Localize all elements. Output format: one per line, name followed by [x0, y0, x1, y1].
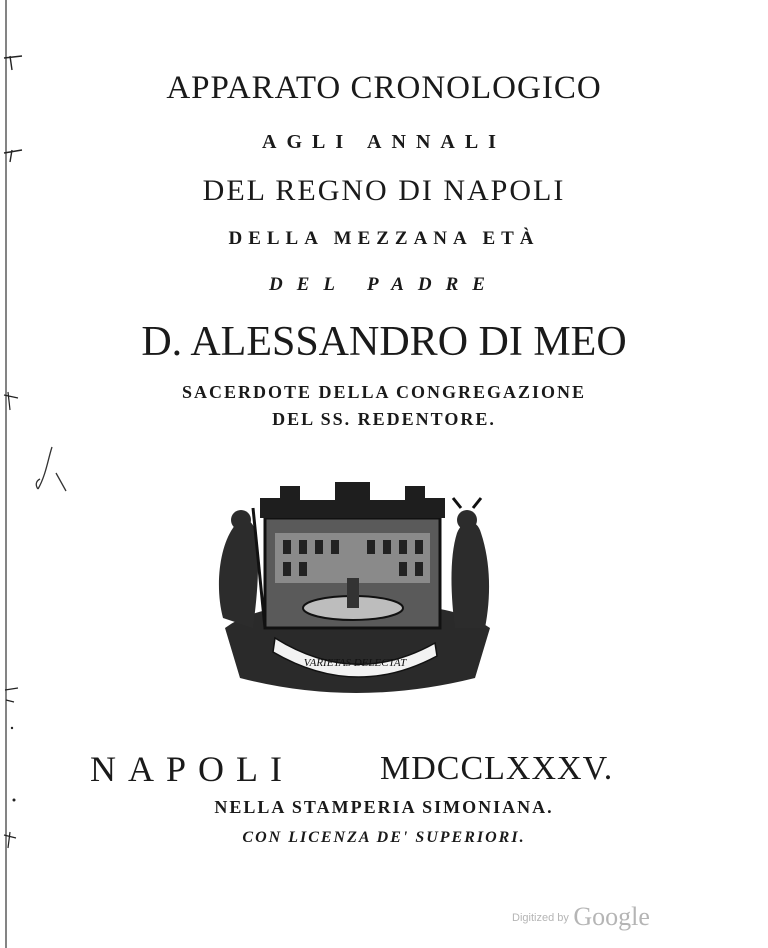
title-line-2: AGLI ANNALI: [262, 131, 506, 153]
author-description-1: SACERDOTE DELLA CONGREGAZIONE: [181, 382, 587, 402]
title-line-1: APPARATO CRONOLOGICO: [166, 70, 602, 106]
emblem-motto: VARIETAS DELECTAT: [303, 657, 407, 669]
title-line-5: DEL PADRE: [269, 274, 499, 295]
digitized-watermark: [512, 902, 650, 932]
author-description-2: DEL SS. REDENTORE.: [272, 409, 496, 429]
title-line-3: DEL REGNO DI NAPOLI: [202, 174, 566, 207]
imprint-year: MDCCLXXXV.: [380, 750, 614, 787]
digitized-by-label: Digitized by: [512, 912, 569, 924]
margin-pen-mark: [32, 445, 72, 495]
author-name: D. ALESSANDRO DI MEO: [141, 319, 627, 365]
imprint-city: NAPOLI: [90, 749, 294, 789]
title-line-4: DELLA MEZZANA ETÀ: [228, 228, 540, 249]
printers-device-emblem: [205, 478, 505, 708]
imprint-license: CON LICENZA DE' SUPERIORI.: [242, 829, 526, 846]
imprint-press: NELLA STAMPERIA SIMONIANA.: [214, 797, 554, 817]
google-logo: Google: [573, 902, 650, 931]
